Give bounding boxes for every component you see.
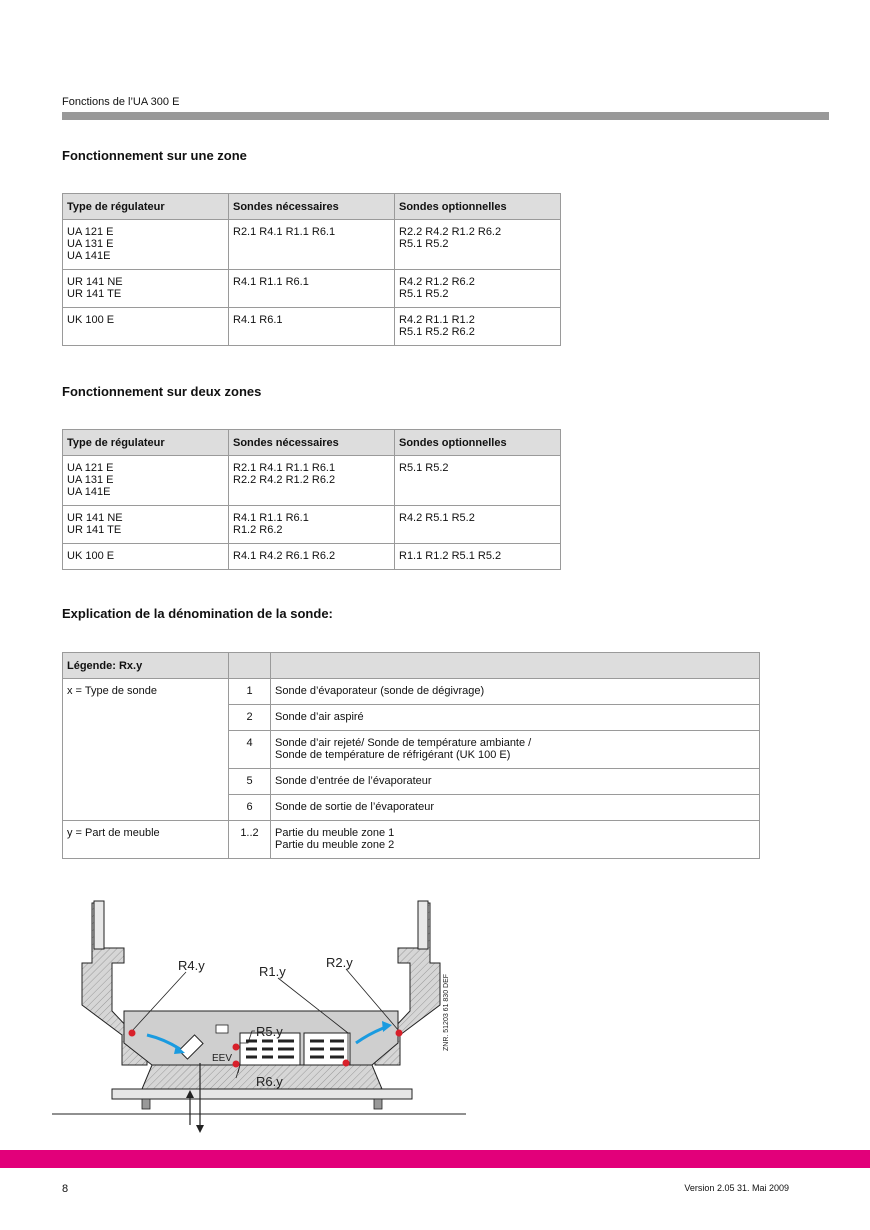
eev-actuator <box>216 1025 228 1033</box>
cell-line: Sonde d’évaporateur (sonde de dégivrage) <box>275 685 485 697</box>
column-header: Type de régulateur <box>63 430 229 456</box>
table-row <box>63 456 561 506</box>
cell-line: UA 141E <box>67 486 111 498</box>
cell-line: UR 141 TE <box>67 524 122 536</box>
column-header: Sondes optionnelles <box>395 430 561 456</box>
column-header: Sondes optionnelles <box>395 194 561 220</box>
cell-line: UR 141 NE <box>67 276 123 288</box>
cell-line: R4.1 R6.1 <box>233 314 283 326</box>
cell-line: UA 131 E <box>67 238 114 250</box>
cell-line: Partie du meuble zone 2 <box>275 839 395 851</box>
table-header-row <box>63 653 760 679</box>
optional-probes-cell <box>395 544 561 570</box>
cell-line: R4.2 R1.1 R1.2 <box>399 314 475 326</box>
legend-table <box>62 652 760 859</box>
right-foot <box>374 1099 382 1109</box>
cell-line: Sonde d’air aspiré <box>275 711 364 723</box>
controller-type-cell <box>63 270 229 308</box>
desc-cell <box>271 731 760 769</box>
column-header: Type de régulateur <box>63 194 229 220</box>
cell-line: R5.1 R5.2 <box>399 238 449 250</box>
cell-line: R2.1 R4.1 R1.1 R6.1 <box>233 462 336 474</box>
cell-line: UA 121 E <box>67 462 114 474</box>
optional-probes-cell <box>395 220 561 270</box>
cell-line: Sonde d’air rejeté/ Sonde de température ambiante / <box>275 737 532 749</box>
required-probes-cell <box>229 270 395 308</box>
required-probes-cell <box>229 506 395 544</box>
left-rail <box>94 901 104 949</box>
required-probes-cell <box>229 308 395 346</box>
desc-cell <box>271 795 760 821</box>
probe-r2 <box>396 1030 403 1037</box>
desc-cell <box>271 705 760 731</box>
x-label-cell: x = Type de sonde <box>63 679 229 821</box>
column-header: Sondes nécessaires <box>229 430 395 456</box>
column-header: Sondes nécessaires <box>229 194 395 220</box>
r4-label: R4.y <box>178 958 205 973</box>
controller-type-cell <box>63 544 229 570</box>
cell-line: UK 100 E <box>67 314 115 326</box>
cell-line: Sonde d’entrée de l’évaporateur <box>275 775 432 787</box>
table-header-row <box>63 430 561 456</box>
cell-line: UA 121 E <box>67 226 114 238</box>
required-probes-cell <box>229 220 395 270</box>
cell-line: R4.2 R5.1 R5.2 <box>399 512 475 524</box>
code-cell: 6 <box>229 795 271 821</box>
required-probes-cell <box>229 544 395 570</box>
table-row <box>63 220 561 270</box>
r5-label: R5.y <box>256 1024 283 1039</box>
two-zone-table <box>62 429 561 570</box>
code-cell: 4 <box>229 731 271 769</box>
footer-accent-bar <box>0 1150 870 1168</box>
controller-type-cell <box>63 220 229 270</box>
cell-line: Partie du meuble zone 1 <box>275 827 395 839</box>
probe-r5 <box>233 1044 240 1051</box>
probe-r4 <box>129 1030 136 1037</box>
optional-probes-cell <box>395 308 561 346</box>
y-label-cell: y = Part de meuble <box>63 821 229 859</box>
desc-cell <box>271 821 760 859</box>
cell-line: Sonde de sortie de l’évaporateur <box>275 801 434 813</box>
cell-line: R5.1 R5.2 <box>399 288 449 300</box>
cell-line: R2.2 R4.2 R1.2 R6.2 <box>399 226 502 238</box>
cell-line: R4.1 R1.1 R6.1 <box>233 276 309 288</box>
cell-line: UR 141 TE <box>67 288 122 300</box>
section3-heading: Explication de la dénomination de la sonde: <box>62 606 333 621</box>
table-header-row <box>63 194 561 220</box>
optional-probes-cell <box>395 506 561 544</box>
cell-line: UR 141 NE <box>67 512 123 524</box>
desc-cell <box>271 769 760 795</box>
controller-type-cell <box>63 506 229 544</box>
cell-line: R5.1 R5.2 <box>399 462 449 474</box>
table-row <box>63 308 561 346</box>
section2-heading: Fonctionnement sur deux zones <box>62 384 262 399</box>
table-row <box>63 679 760 705</box>
column-header-empty <box>229 653 271 679</box>
code-cell: 1..2 <box>229 821 271 859</box>
version-info: Version 2.05 31. Mai 2009 <box>684 1183 789 1193</box>
table-row <box>63 821 760 859</box>
cell-line: R4.2 R1.2 R6.2 <box>399 276 475 288</box>
desc-cell <box>271 679 760 705</box>
eev-label: EEV <box>212 1053 233 1064</box>
probe-r6 <box>233 1061 240 1068</box>
cell-line: UA 131 E <box>67 474 114 486</box>
cell-line: R1.2 R6.2 <box>233 524 283 536</box>
cell-line: UK 100 E <box>67 550 115 562</box>
code-cell: 1 <box>229 679 271 705</box>
cell-line: R2.2 R4.2 R1.2 R6.2 <box>233 474 336 486</box>
code-cell: 5 <box>229 769 271 795</box>
legend-header: Légende: Rx.y <box>63 653 229 679</box>
refrigerated-display-case-diagram <box>52 893 472 1138</box>
cell-line: R5.1 R5.2 R6.2 <box>399 326 475 338</box>
controller-type-cell <box>63 456 229 506</box>
required-probes-cell <box>229 456 395 506</box>
r2-label: R2.y <box>326 955 353 970</box>
frame <box>112 1089 412 1099</box>
table-row <box>63 270 561 308</box>
cell-line: R4.1 R4.2 R6.1 R6.2 <box>233 550 336 562</box>
cell-line: R1.1 R1.2 R5.1 R5.2 <box>399 550 502 562</box>
page-number: 8 <box>62 1183 69 1195</box>
running-header: Fonctions de l’UA 300 E <box>62 96 180 108</box>
probe-r1 <box>343 1060 350 1067</box>
r1-label: R1.y <box>259 964 286 979</box>
single-zone-table <box>62 193 561 346</box>
optional-probes-cell <box>395 270 561 308</box>
r6-label: R6.y <box>256 1074 283 1089</box>
drawing-number: ZNR. 51203 61 830 DEF <box>443 973 450 1051</box>
table-row <box>63 544 561 570</box>
section1-heading: Fonctionnement sur une zone <box>62 148 247 163</box>
cell-line: R2.1 R4.1 R1.1 R6.1 <box>233 226 336 238</box>
arrow-down-icon <box>196 1125 204 1133</box>
table-row <box>63 506 561 544</box>
cell-line: R4.1 R1.1 R6.1 <box>233 512 309 524</box>
right-rail <box>418 901 428 949</box>
code-cell: 2 <box>229 705 271 731</box>
header-rule <box>62 112 829 120</box>
controller-type-cell <box>63 308 229 346</box>
cell-line: Sonde de température de réfrigérant (UK 100 E) <box>275 749 511 761</box>
left-foot <box>142 1099 150 1109</box>
optional-probes-cell <box>395 456 561 506</box>
column-header-empty <box>271 653 760 679</box>
cell-line: UA 141E <box>67 250 111 262</box>
